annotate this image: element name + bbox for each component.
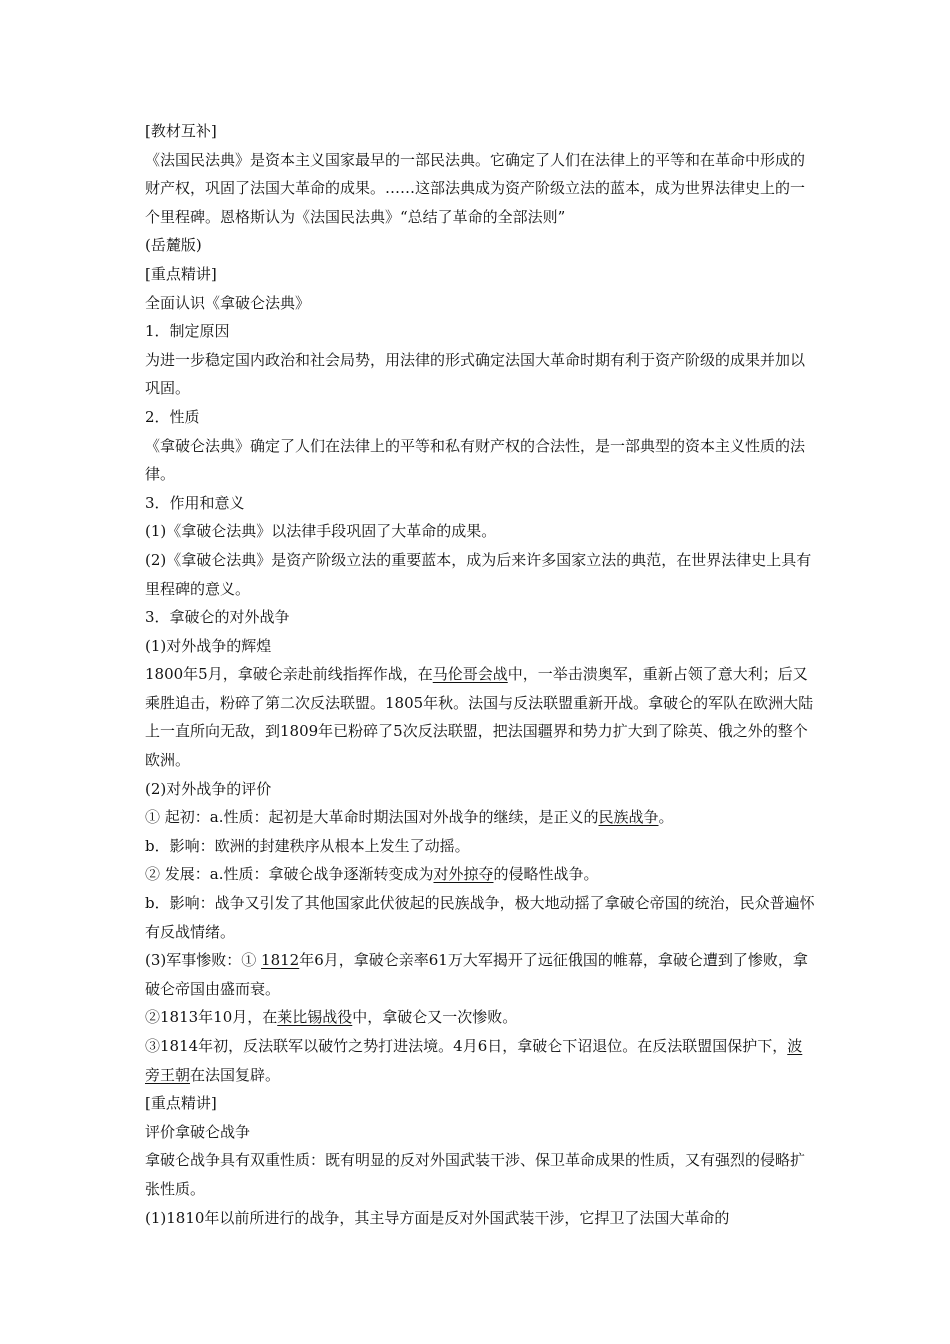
section-heading-focus-2: [重点精讲] [145,1094,217,1113]
text-segment: 年6月，拿破仑亲率61万大军揭开了远征俄国的帷幕，拿破仑遭到了惨败，拿破仑帝国由盛而衰。 [145,951,808,998]
subheading-evaluation: (2)对外战争的评价 [145,779,272,798]
text-segment: ②1813年10月，在 [145,1008,278,1027]
section-heading-supplement: [教材互补] [145,122,217,140]
heading-reason: 1．制定原因 [145,322,230,341]
text-segment: ② 发展：a.性质：拿破仑战争逐渐转变成为 [145,865,434,884]
text-segment: 。 [658,808,674,827]
text-segment: 中，一举击溃奥军，重新占领了意大利；后又乘胜追击，粉碎了第二次反法联盟。1805年秋。法国与反法联盟重新开战。拿破仑的军队在欧洲大陆上一直所向无敌，到1809年已粉碎了5次反法联盟，把法国疆界和势力扩大到了除英、俄之外的整个欧洲。 [145,665,814,770]
paragraph-glory [145,660,815,774]
supplement-paragraph: 《法国民法典》是资本主义国家最早的一部民法典。它确定了人们在法律上的平等和在革命中形成的财产权，巩固了法国大革命的成果。……这部法典成为资产阶级立法的蓝本，成为世界法律史上的一个里程碑。恩格斯认为《法国民法典》“总结了革命的全部法则” [145,150,806,226]
paragraph-nature: 《拿破仑法典》确定了人们在法律上的平等和私有财产权的合法性，是一部典型的资本主义性质的法律。 [145,436,806,484]
paragraph-before-1810: (1)1810年以前所进行的战争，其主导方面是反对外国武装干涉，它捍卫了法国大革命的 [145,1208,730,1227]
defeat-1814 [145,1032,815,1089]
underlined-term: 1812 [261,951,300,970]
evaluation-development-impact: b．影响：战争又引发了其他国家此伏彼起的民族战争，极大地动摇了拿破仑帝国的统治，民众普遍怀有反战情绪。 [145,894,815,941]
focus-title: 全面认识《拿破仑法典》 [145,293,311,312]
document-page [145,117,815,1232]
paragraph-dual-nature: 拿破仑战争具有双重性质：既有明显的反对外国武装干涉、保卫革命成果的性质，又有强烈的侵略扩张性质。 [145,1151,806,1198]
text-segment: 中，拿破仑又一次惨败。 [352,1008,518,1027]
evaluation-development [145,860,815,889]
evaluation-initial-impact: b．影响：欧洲的封建秩序从根本上发生了动摇。 [145,836,470,855]
section-heading-focus: [重点精讲] [145,264,217,283]
subheading-glory: (1)对外战争的辉煌 [145,636,272,655]
heading-significance: 3．作用和意义 [145,493,245,512]
underlined-term: 莱比锡战役 [277,1008,353,1027]
paragraph-reason: 为进一步稳定国内政治和社会局势，用法律的形式确定法国大革命时期有利于资产阶级的成果并加以巩固。 [145,350,806,398]
text-segment: ① 起初：a.性质：起初是大革命时期法国对外战争的继续，是正义的 [145,808,599,827]
defeat-1812 [145,946,815,1003]
underlined-term: 波旁王朝 [145,1037,803,1084]
paragraph-significance-1: (1)《拿破仑法典》以法律手段巩固了大革命的成果。 [145,522,497,541]
underlined-term: 民族战争 [598,808,659,827]
text-segment: ③1814年初，反法联军以破竹之势打进法境。4月6日，拿破仑下诏退位。在反法联盟国保护下， [145,1037,788,1055]
evaluation-initial [145,803,815,832]
heading-nature: 2．性质 [145,407,200,426]
text-segment: 1800年5月，拿破仑亲赴前线指挥作战，在 [145,665,433,684]
text-segment: 在法国复辟。 [190,1065,281,1084]
heading-foreign-wars: 3．拿破仑的对外战争 [145,608,290,627]
defeat-1813 [145,1003,815,1032]
text-segment: 的侵略性战争。 [493,865,599,884]
supplement-source: (岳麓版) [145,236,202,255]
focus-title-2: 评价拿破仑战争 [145,1122,251,1141]
underlined-term: 马伦哥会战 [432,665,508,684]
paragraph-significance-2: (2)《拿破仑法典》是资产阶级立法的重要蓝本，成为后来许多国家立法的典范，在世界法律史上具有里程碑的意义。 [145,550,812,598]
text-segment: (3)军事惨败：① [145,951,262,970]
underlined-term: 对外掠夺 [433,865,494,884]
